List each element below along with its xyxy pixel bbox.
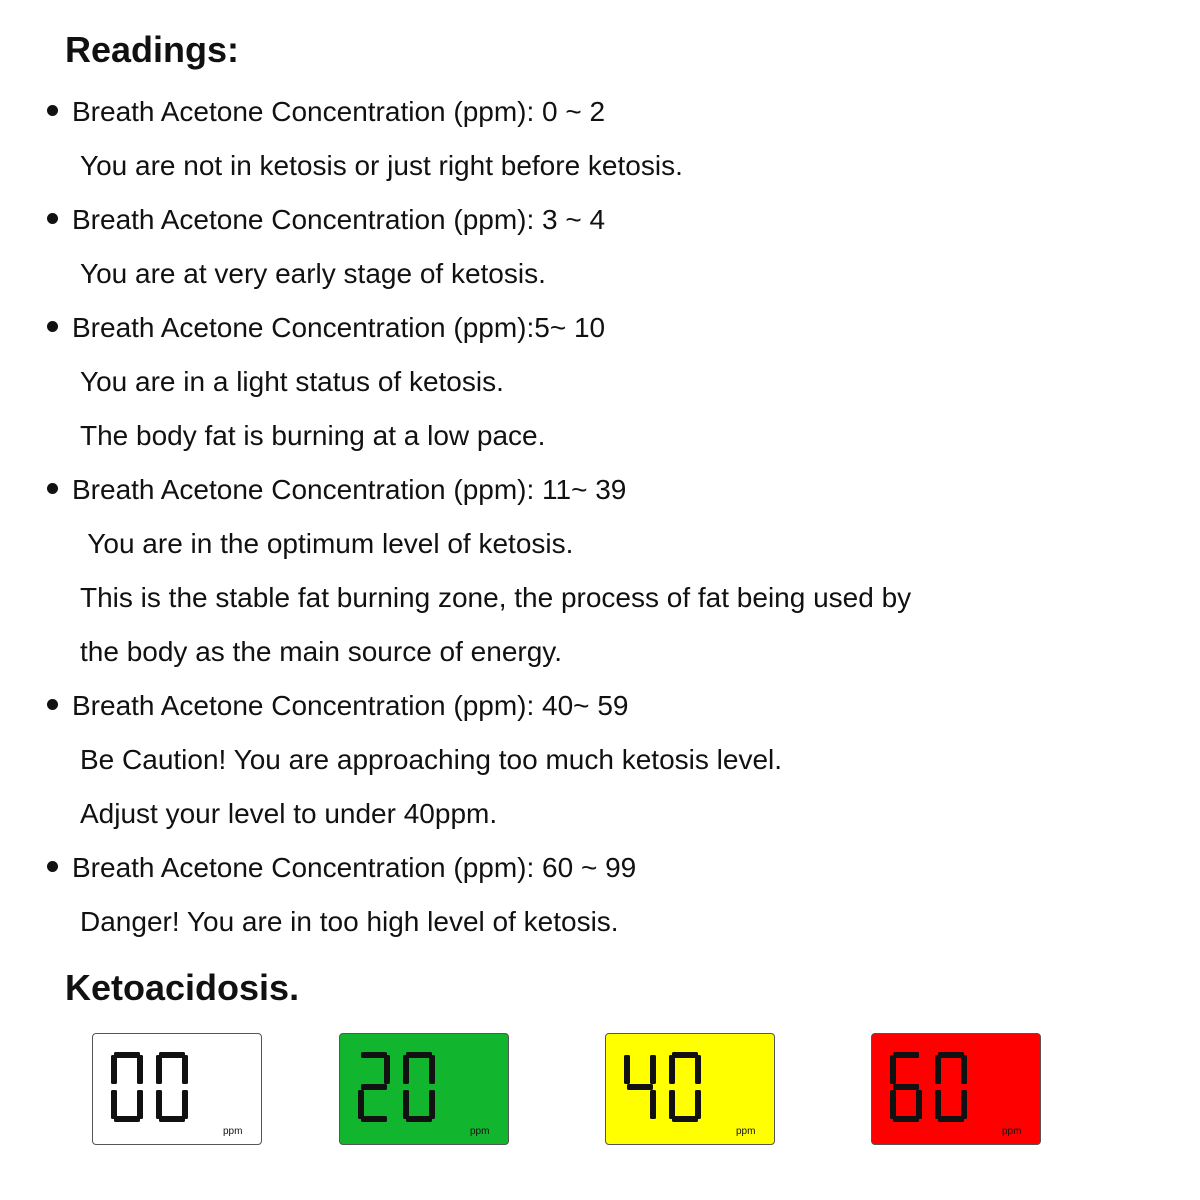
reading-desc: You are at very early stage of ketosis. (80, 258, 546, 289)
lcd-digits (103, 1048, 253, 1128)
lcd-segment-d (159, 1116, 185, 1122)
lcd-segment-a (672, 1052, 698, 1058)
lcd-segment-a (159, 1052, 185, 1058)
lcd-segment-g (361, 1084, 387, 1090)
lcd-segment-d (114, 1116, 140, 1122)
ppm-label: ppm (1002, 1126, 1022, 1137)
display-white (92, 1033, 262, 1145)
reading-range-5 (47, 854, 636, 882)
range-label: Breath Acetone Concentration (ppm):5~ 10 (72, 312, 606, 343)
ppm-label: ppm (470, 1126, 490, 1137)
lcd-digits (882, 1048, 1032, 1128)
lcd-segment-a (893, 1052, 919, 1058)
bullet-icon (47, 483, 58, 494)
lcd-digits (616, 1048, 766, 1128)
lcd-segment-f (156, 1055, 162, 1084)
lcd-segment-e (358, 1090, 364, 1119)
bullet-icon (47, 321, 58, 332)
range-label: Breath Acetone Concentration (ppm): 3 ~ 4 (72, 204, 606, 235)
reading-desc: You are in the optimum level of ketosis. (80, 528, 574, 559)
lcd-segment-f (403, 1055, 409, 1084)
lcd-segment-e (111, 1090, 117, 1119)
lcd-segment-e (669, 1090, 675, 1119)
lcd-segment-c (695, 1090, 701, 1119)
lcd-segment-b (384, 1055, 390, 1084)
reading-desc: the body as the main source of energy. (80, 636, 562, 667)
reading-desc: The body fat is burning at a low pace. (80, 420, 546, 451)
lcd-segment-e (403, 1090, 409, 1119)
reading-desc: You are in a light status of ketosis. (80, 366, 504, 397)
display-yellow (605, 1033, 775, 1145)
lcd-segment-b (182, 1055, 188, 1084)
lcd-segment-d (893, 1116, 919, 1122)
lcd-segment-b (429, 1055, 435, 1084)
lcd-segment-a (938, 1052, 964, 1058)
bullet-icon (47, 213, 58, 224)
ppm-label: ppm (223, 1126, 243, 1137)
reading-desc: Be Caution! You are approaching too much ketosis level. (80, 744, 783, 775)
lcd-segment-e (156, 1090, 162, 1119)
lcd-segment-c (961, 1090, 967, 1119)
range-label: Breath Acetone Concentration (ppm): 11~ 39 (72, 474, 627, 505)
lcd-segment-g (627, 1084, 653, 1090)
reading-range-1 (47, 206, 605, 234)
lcd-segment-g (893, 1084, 919, 1090)
lcd-segment-d (672, 1116, 698, 1122)
range-label: Breath Acetone Concentration (ppm): 0 ~ 2 (72, 96, 606, 127)
lcd-digits (350, 1048, 500, 1128)
lcd-segment-c (137, 1090, 143, 1119)
lcd-segment-f (111, 1055, 117, 1084)
reading-range-4 (47, 692, 628, 720)
reading-range-2 (47, 314, 605, 342)
reading-desc: This is the stable fat burning zone, the process of fat being used by (80, 582, 912, 613)
reading-range-0 (47, 98, 605, 126)
lcd-segment-d (938, 1116, 964, 1122)
lcd-segment-f (669, 1055, 675, 1084)
bullet-icon (47, 861, 58, 872)
range-label: Breath Acetone Concentration (ppm): 40~ 59 (72, 690, 629, 721)
lcd-segment-b (650, 1055, 656, 1084)
lcd-segment-c (916, 1090, 922, 1119)
lcd-segment-f (624, 1055, 630, 1084)
lcd-segment-a (114, 1052, 140, 1058)
lcd-segment-b (695, 1055, 701, 1084)
reading-desc: You are not in ketosis or just right before ketosis. (80, 150, 683, 181)
ketoacidosis-title: Ketoacidosis. (65, 967, 300, 1008)
bullet-icon (47, 699, 58, 710)
lcd-segment-a (361, 1052, 387, 1058)
lcd-segment-b (137, 1055, 143, 1084)
lcd-segment-a (406, 1052, 432, 1058)
display-red (871, 1033, 1041, 1145)
reading-desc: Danger! You are in too high level of ketosis. (80, 906, 619, 937)
lcd-segment-d (361, 1116, 387, 1122)
reading-range-3 (47, 476, 626, 504)
range-label: Breath Acetone Concentration (ppm): 60 ~ 99 (72, 852, 637, 883)
lcd-segment-d (406, 1116, 432, 1122)
ppm-label: ppm (736, 1126, 756, 1137)
lcd-segment-b (961, 1055, 967, 1084)
lcd-segment-c (429, 1090, 435, 1119)
reading-desc: Adjust your level to under 40ppm. (80, 798, 498, 829)
lcd-segment-f (890, 1055, 896, 1084)
bullet-icon (47, 105, 58, 116)
lcd-segment-c (650, 1090, 656, 1119)
lcd-segment-c (182, 1090, 188, 1119)
display-green (339, 1033, 509, 1145)
lcd-segment-e (890, 1090, 896, 1119)
readings-title: Readings: (65, 29, 240, 70)
lcd-segment-f (935, 1055, 941, 1084)
lcd-segment-e (935, 1090, 941, 1119)
